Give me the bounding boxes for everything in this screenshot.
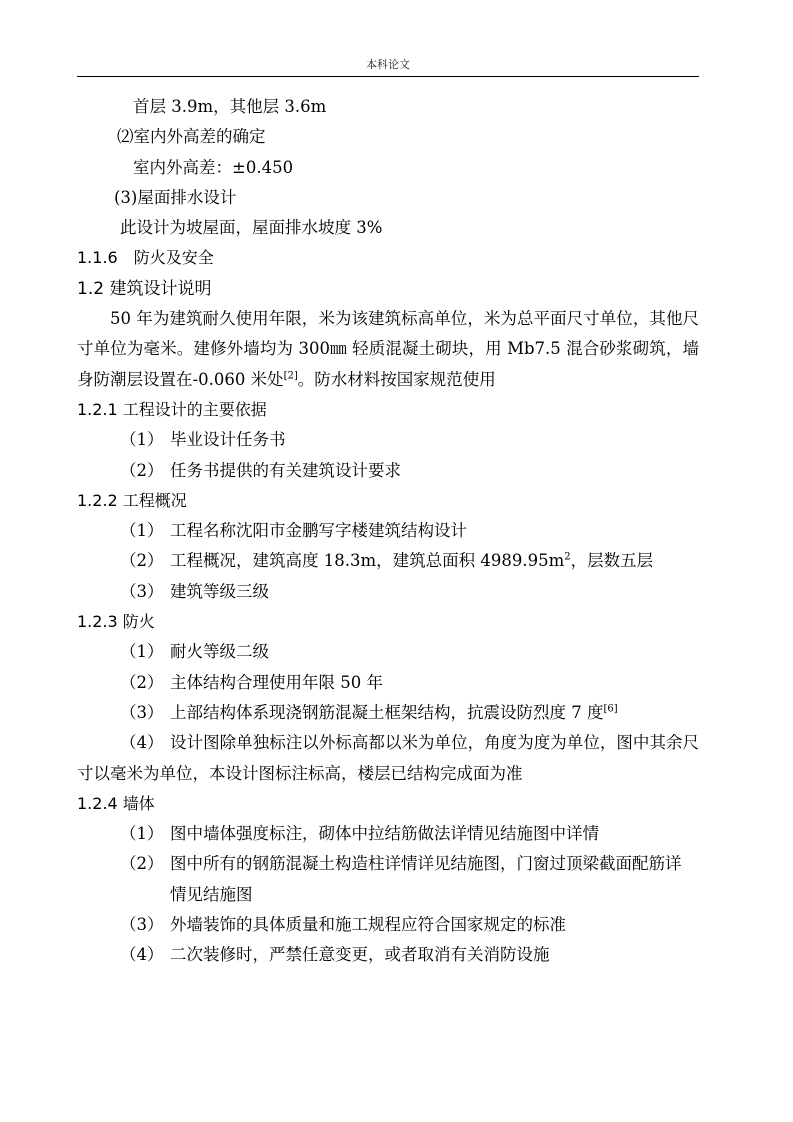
list-number: （2）: [120, 854, 164, 874]
list-text: 设计图除单独标注以外标高都以米为单位，角度为度为单位，图中其余尺寸以毫米为单位，本设计图标注标高，楼层已结构完成面为准: [77, 733, 699, 783]
sub3-title: (3)屋面排水设计: [114, 187, 237, 207]
list-number: （3）: [120, 581, 164, 601]
floor-height-line: 首层 3.9m，其他层 3.6m: [133, 97, 327, 116]
list-text-a: 上部结构体系现浇钢筋混凝土框架结构，抗震设防烈度 7 度: [170, 702, 604, 722]
list-text: [170, 698, 699, 728]
list-number: （1）: [120, 430, 164, 450]
list-text: 建筑等级三级: [170, 581, 269, 601]
list-text: 主体结构合理使用年限 50 年: [170, 672, 383, 692]
list-number: （2）: [120, 551, 164, 571]
height-diff-line: 室内外高差：±0.450: [133, 157, 294, 177]
list-item: [77, 849, 699, 910]
list-item: [77, 910, 699, 940]
list-text: 图中所有的钢筋混凝土构造柱详情详见结施图，门窗过顶梁截面配筋详情见结施图: [170, 854, 682, 904]
list-item: [77, 819, 699, 849]
list-item: [77, 516, 699, 546]
section-1-2-4-heading: 1.2.4 墙体: [77, 793, 155, 813]
list-text: 耐火等级二级: [170, 642, 269, 662]
paragraph-text-b: 。防水材料按国家规范使用: [297, 369, 496, 389]
list-item: [77, 456, 699, 486]
list-text: 二次装修时，严禁任意变更，或者取消有关消防设施: [170, 945, 550, 965]
list-item: [77, 698, 699, 728]
list-number: （4）: [120, 733, 164, 753]
list-text: 任务书提供的有关建筑设计要求: [170, 460, 401, 480]
list-text-a: 工程概况，建筑高度 18.3m，建筑总面积 4989.95m: [170, 551, 565, 571]
list-item: [77, 425, 699, 455]
list-item: [77, 577, 699, 607]
document-body: [77, 92, 699, 971]
list-item: [77, 637, 699, 667]
section-1-2-1-heading: 1.2.1 工程设计的主要依据: [77, 399, 267, 419]
list-text: 图中墙体强度标注，砌体中拉结筋做法详情见结施图中详情: [170, 824, 599, 844]
list-number: （1）: [120, 521, 164, 541]
roof-line: 此设计为坡屋面，屋面排水坡度 3%: [120, 218, 383, 238]
list-text: [170, 546, 699, 576]
citation: [6]: [603, 703, 618, 715]
list-text: 工程名称沈阳市金鹏写字楼建筑结构设计: [170, 521, 467, 541]
list-text: 外墙装饰的具体质量和施工规程应符合国家规定的标准: [170, 915, 566, 935]
section-1-2-heading: 1.2 建筑设计说明: [77, 278, 212, 299]
sub2-title: ⑵室内外高差的确定: [117, 127, 266, 147]
list-number: （2）: [120, 672, 164, 692]
list-item: [77, 940, 699, 970]
superscript: 2: [564, 551, 571, 563]
page-header: 本科论文: [366, 58, 410, 71]
section-1-2-3-heading: 1.2.3 防火: [77, 612, 155, 632]
list-number: （1）: [120, 824, 164, 844]
list-number: （1）: [120, 642, 164, 662]
list-item: [77, 546, 699, 576]
list-item: [77, 668, 699, 698]
list-number: （2）: [120, 460, 164, 480]
paragraph-text-a: 50 年为建筑耐久使用年限，米为该建筑标高单位，米为总平面尺寸单位，其他尺寸单位为毫米。建修外墙均为 300㎜ 轻质混凝土砌块，用 Mb7.5 混合砂浆砌筑，墙身防潮层设置在-0.060 米处: [77, 309, 699, 389]
section-1-2-paragraph: [77, 304, 699, 395]
header-rule: [77, 76, 699, 77]
list-number: （3）: [120, 915, 164, 935]
list-item: [77, 728, 699, 789]
list-text: 毕业设计任务书: [170, 430, 286, 450]
section-1-2-2-heading: 1.2.2 工程概况: [77, 490, 187, 510]
list-text-b: ，层数五层: [570, 551, 654, 571]
list-number: （4）: [120, 945, 164, 965]
citation: [2]: [283, 370, 298, 382]
section-1-1-6-heading: 1.1.6 防火及安全: [77, 248, 214, 268]
list-number: （3）: [120, 702, 164, 722]
